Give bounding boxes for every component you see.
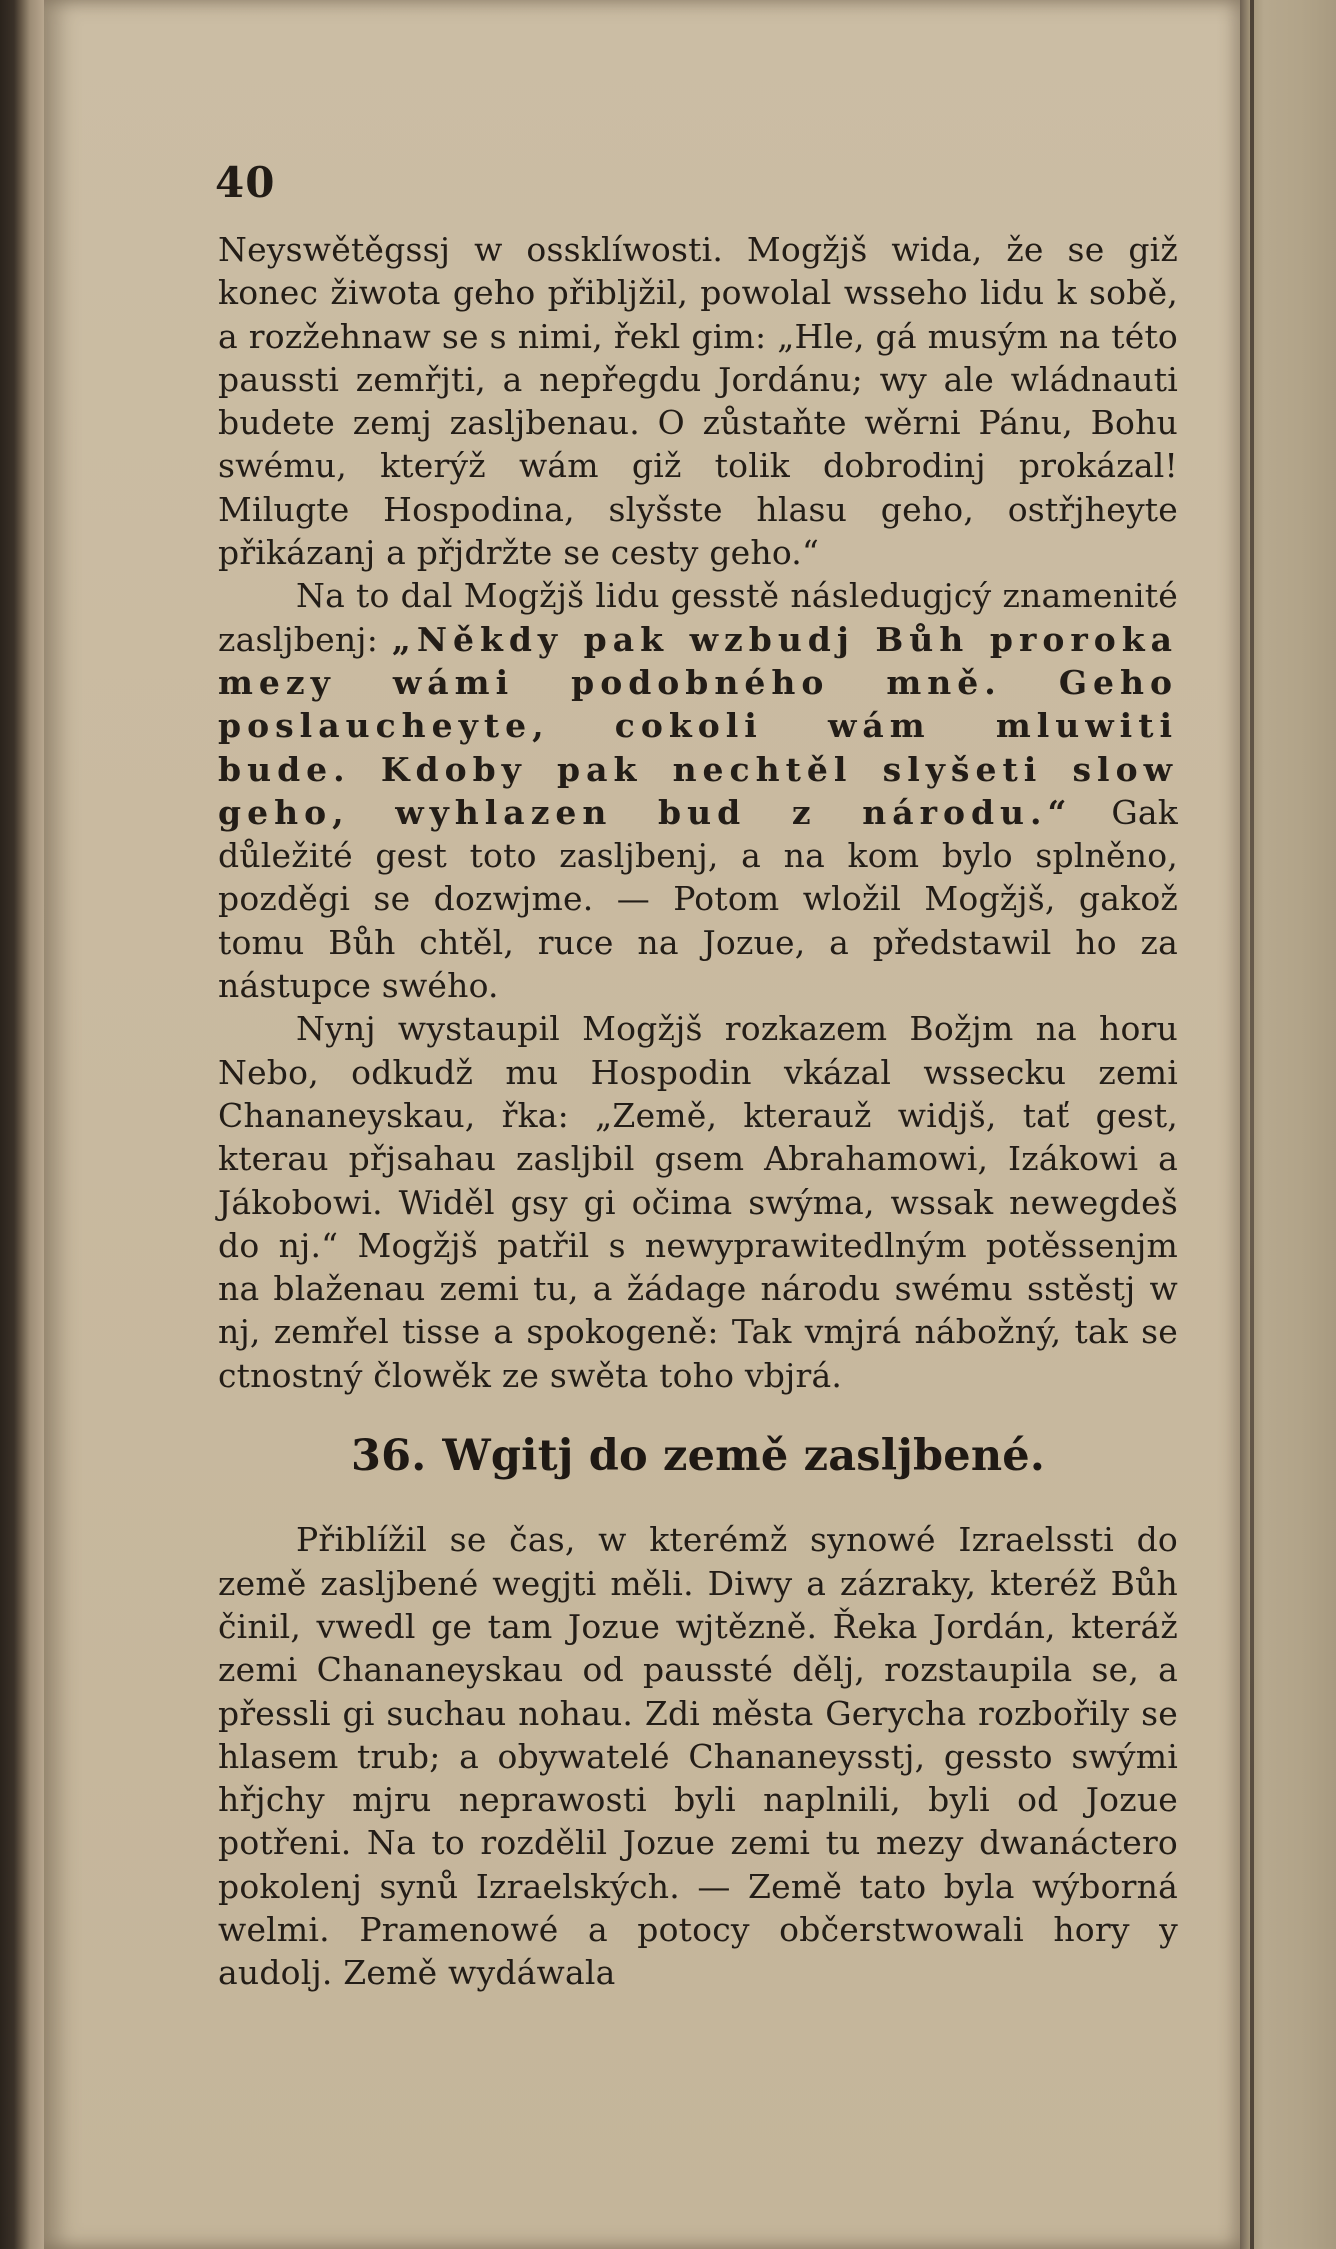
- page-text: [218, 228, 1178, 1995]
- section-number: 36.: [350, 1431, 427, 1482]
- paragraph-3: Nynj wystaupil Mogžjš rozkazem Božjm na horu Nebo, odkudž mu Hospodin vkázal wssecku zemi Chananeyskau, řka: „Země, kterauž widjš, tať gest, kterau přjsahau zasljbil gsem Abrahamowi, Izákowi a Jákobowi. Widěl gsy gi očima swýma, wssak newegdeš do nj.“ Mogžjš patřil s newyprawitedlným potěssenjm na blaženau zemi tu, a žádage národu swému sstěstj w nj, zemřel tisse a spokogeně: Tak vmjrá nábožný, tak se ctnostný člowěk ze swěta toho vbjrá.: [218, 1009, 1178, 1395]
- paragraph-2-rest: Gak důležité gest toto zasljbenj, a na kom bylo splněno, pozděgi se dozwjme. — Potom wložil Mogžjš, gakož tomu Bůh chtěl, ruce na Jozue, a předstawil ho za nástupce swého.: [218, 792, 1179, 1006]
- prophecy-quote: „Někdy pak wzbudj Bůh proroka mezy wámi podobného mně. Geho poslaucheyte, cokoli wám mluwiti bude. Kdoby pak nechtěl slyšeti slow geho, wyhlazen bud z národu.“: [218, 619, 1178, 832]
- section-title: Wgitj do země zasljbené.: [442, 1431, 1046, 1482]
- gutter-shadow-line: [1250, 0, 1254, 2249]
- paragraph-2-intro: Na to dal Mogžjš lidu gesstě následugjcý znamenité zasljbenj:: [218, 576, 1178, 659]
- page-number: 40: [215, 158, 276, 207]
- book-gutter: [1240, 0, 1336, 2249]
- section-paragraph: Přiblížil se čas, w kterémž synowé Izraelssti do země zasljbené wegjti měli. Diwy a zázraky, kteréž Bůh činil, vwedl ge tam Jozue wjtězně. Řeka Jordán, kteráž zemi Chananeyskau od paussté dělj, rozstaupila se, a přessli gi suchau nohau. Zdi města Gerycha rozbořily se hlasem trub; a obywatelé Chananeysstj, gessto swými hřjchy mjru neprawosti byli naplnili, byli od Jozue potřeni. Na to rozdělil Jozue zemi tu mezy dwanáctero pokolenj synů Izraelských. — Země tato byla wýborná welmi. Pramenowé a potocy občerstwowali hory y audolj. Země wydáwala: [218, 1520, 1178, 1993]
- section-heading: [218, 1431, 1178, 1482]
- paragraph-1: Neyswětěgssj w ossklíwosti. Mogžjš wida, že se giž konec žiwota geho přibljžil, powolal wsseho lidu k sobě, a rozžehnaw se s nimi, řekl gim: „Hle, gá musým na této paussti zemřjti, a nepřegdu Jordánu; wy ale wládnauti budete zemj zasljbenau. O zůstaňte wěrni Pánu, Bohu swému, kterýž wám giž tolik dobrodinj prokázal! Milugte Hospodina, slyšste hlasu geho, ostřjheyte přikázanj a přjdržte se cesty geho.“: [218, 230, 1178, 573]
- paragraph-2: [218, 574, 1178, 1007]
